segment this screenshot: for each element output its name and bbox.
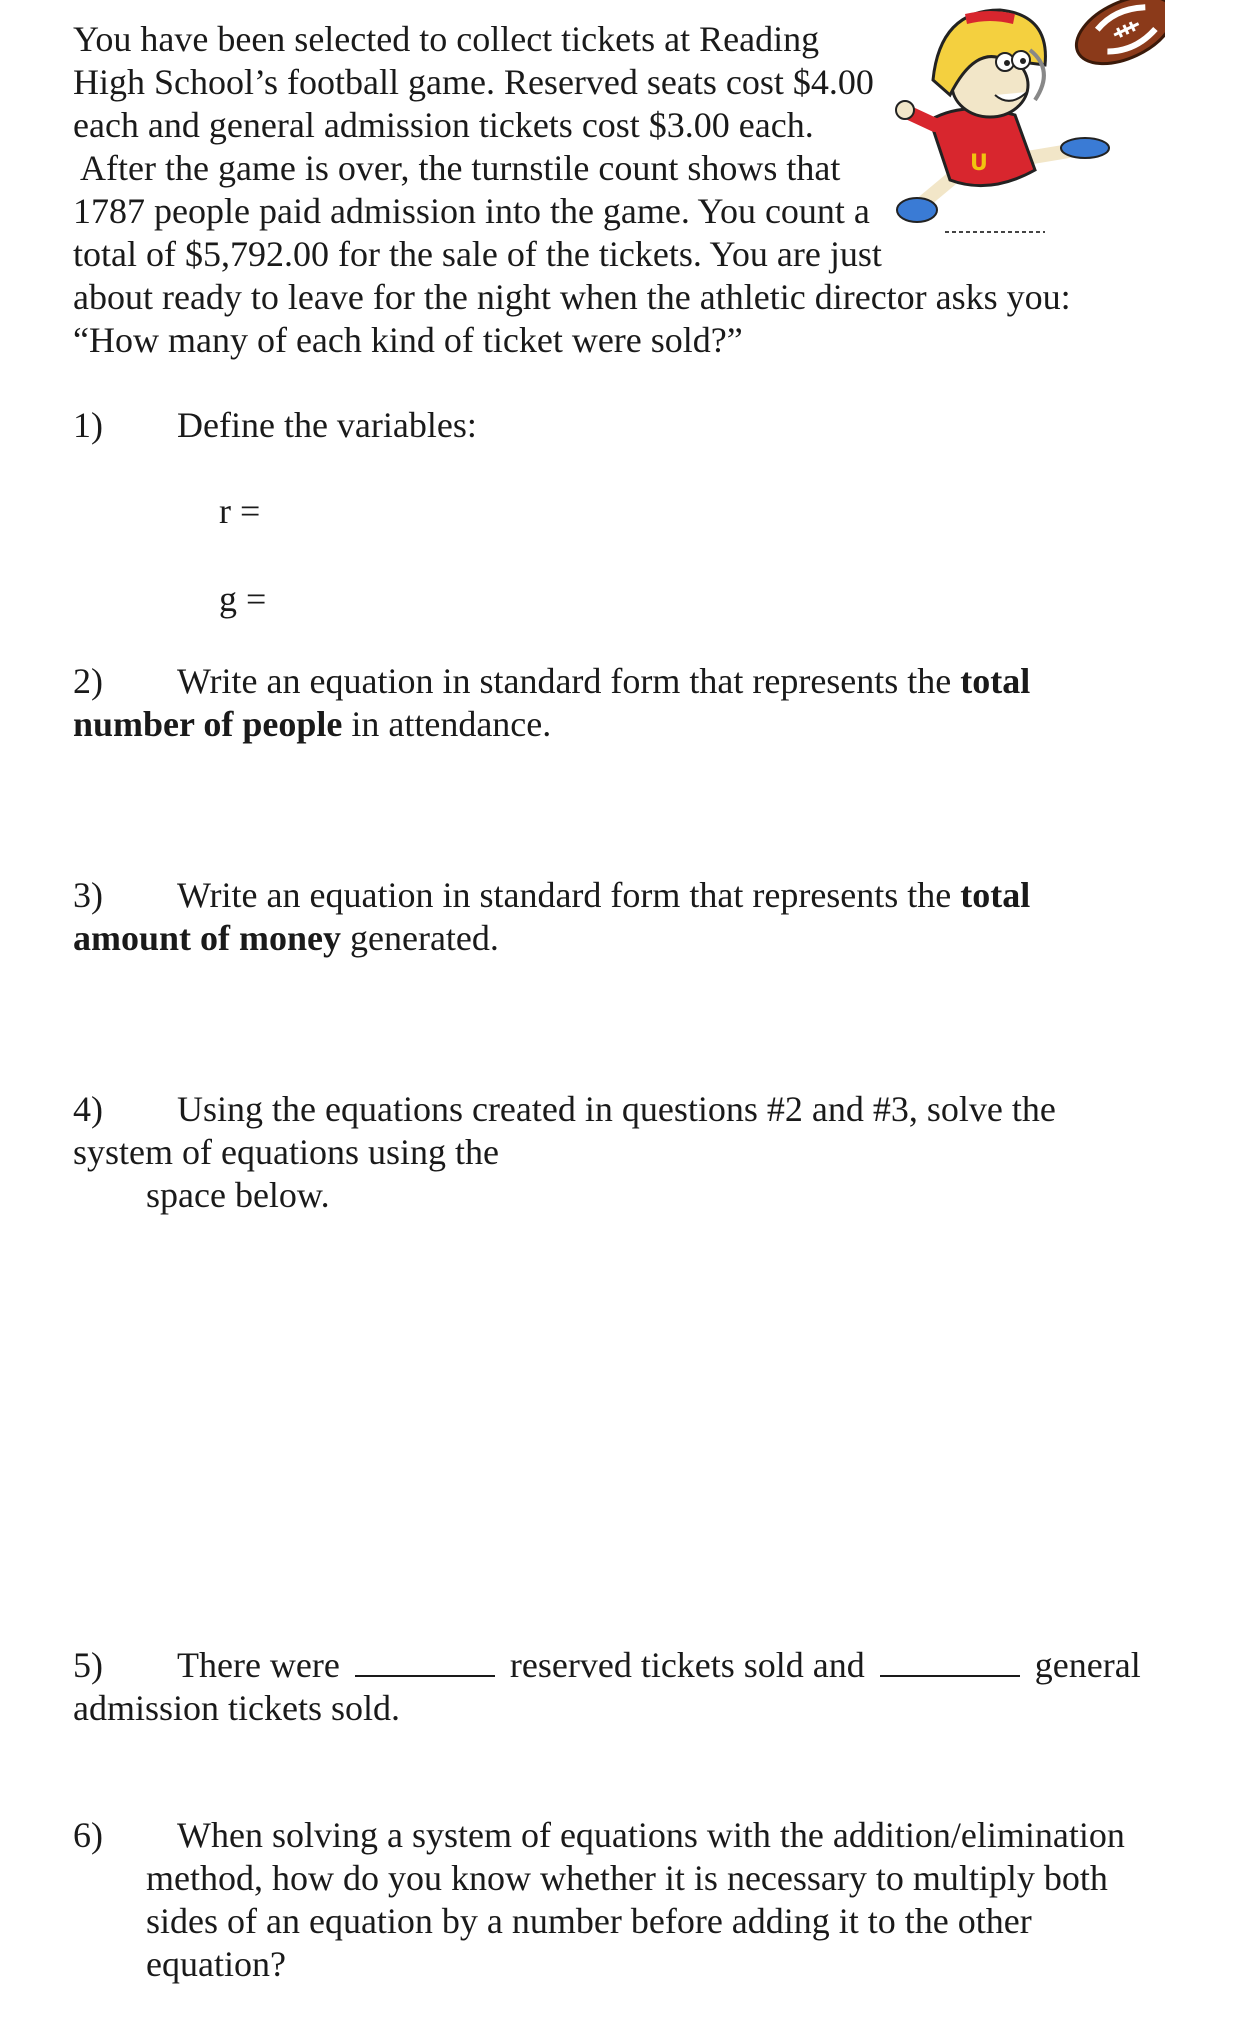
reserved-tickets-blank[interactable] <box>355 1645 495 1677</box>
intro-line: each and general admission tickets cost $3.00 each. <box>73 105 814 145</box>
question-text: system of equations using the <box>73 1132 499 1172</box>
question-number: 2) <box>73 661 103 701</box>
question-5 <box>73 1644 1141 1730</box>
question-text: in attendance. <box>342 704 552 744</box>
question-text: Define the variables: <box>177 405 477 445</box>
question-1 <box>73 404 477 447</box>
question-text: generated. <box>341 918 499 958</box>
intro-line: 1787 people paid admission into the game. You count a <box>73 191 870 231</box>
football-player-illustration <box>895 0 1165 250</box>
intro-line: After the game is over, the turnstile count shows that <box>73 148 841 188</box>
question-2 <box>73 660 1030 746</box>
intro-line: total of $5,792.00 for the sale of the tickets. You are just <box>73 234 882 274</box>
general-tickets-blank[interactable] <box>880 1645 1020 1677</box>
question-text: When solving a system of equations with the addition/elimination <box>177 1815 1125 1855</box>
question-text: There were <box>177 1645 349 1685</box>
intro-line: You have been selected to collect tickets at Reading <box>73 19 820 59</box>
variable-g-label: g = <box>219 579 267 619</box>
question-number: 1) <box>73 405 103 445</box>
question-text: Write an equation in standard form that represents the <box>177 661 961 701</box>
question-text: Using the equations created in questions #2 and #3, solve the <box>177 1089 1056 1129</box>
variable-r-label: r = <box>219 491 261 531</box>
intro-line: “How many of each kind of ticket were sold?” <box>73 320 743 360</box>
emphasis-text: number of people <box>73 704 343 744</box>
svg-text:U: U <box>970 151 988 176</box>
emphasis-text: total <box>960 661 1031 701</box>
football-icon <box>1066 0 1165 77</box>
question-4 <box>73 1088 1056 1217</box>
question-number: 3) <box>73 875 103 915</box>
question-text: Write an equation in standard form that represents the <box>177 875 961 915</box>
question-number: 6) <box>73 1815 103 1855</box>
question-6 <box>73 1814 1125 1986</box>
emphasis-text: amount of money <box>73 918 341 958</box>
question-text: admission tickets sold. <box>73 1688 400 1728</box>
question-number: 4) <box>73 1089 103 1129</box>
question-text: method, how do you know whether it is necessary to multiply both <box>146 1858 1108 1898</box>
question-text: reserved tickets sold and <box>500 1645 874 1685</box>
question-3 <box>73 874 1030 960</box>
question-text: sides of an equation by a number before adding it to the other <box>146 1901 1032 1941</box>
intro-line: about ready to leave for the night when the athletic director asks you: <box>73 277 1071 317</box>
question-number: 5) <box>73 1645 103 1685</box>
question-text: space below. <box>146 1175 330 1215</box>
emphasis-text: total <box>960 875 1031 915</box>
question-text: equation? <box>146 1944 286 1984</box>
question-text: general <box>1025 1645 1141 1685</box>
intro-line: High School’s football game. Reserved seats cost $4.00 <box>73 62 874 102</box>
